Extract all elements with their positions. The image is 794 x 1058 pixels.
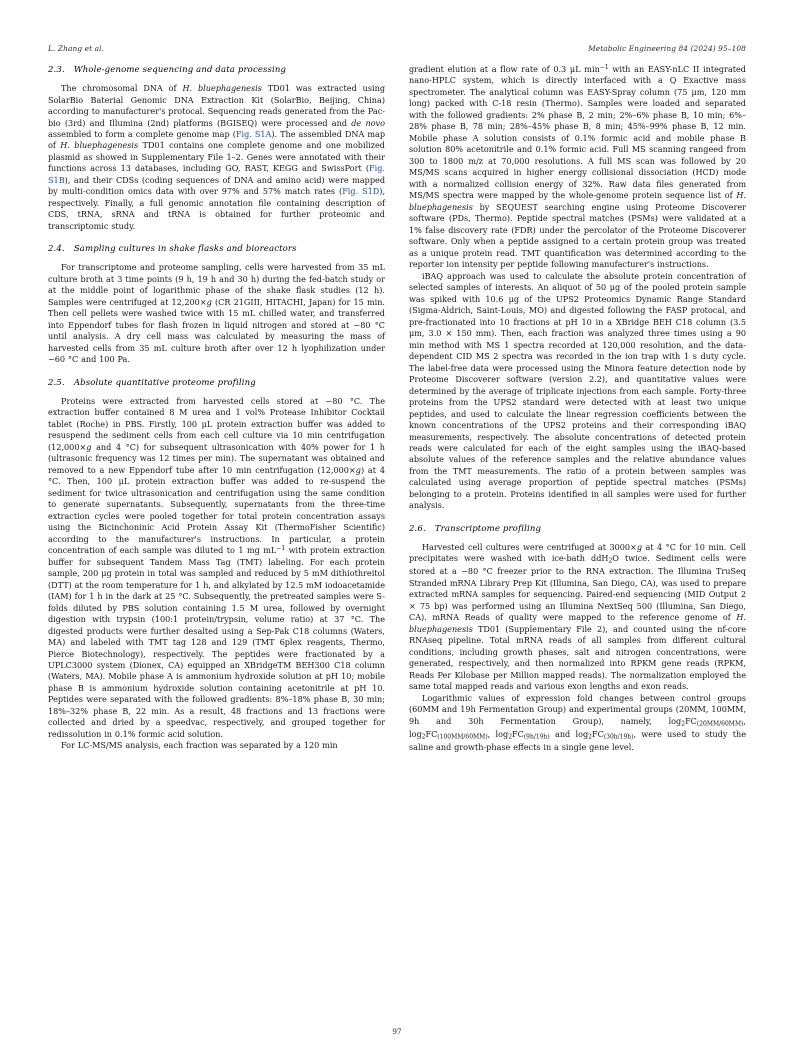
header-authors: L. Zhang et al. xyxy=(48,44,105,53)
paragraph-continued-2: iBAQ approach was used to calculate the absolute protein concentration of selected samples of interests. An aliquot of 50 μg of the pooled protein sample was spiked with 10.6 μg of the UPS2 Proteomics Dynamic Range Standard (Sigma-Aldrich, Saint-Louis, MO) and digested following the FASP protocal, and pre-fractionated into 10 fractions at pH 10 in a XBridge BEH C18 column (3.5 μm, 3.0 × 150 mm). Then, each fraction was analyzed three times using a 90 min method with MS 1 spectra recorded at 120,000 resolution, and the data-dependent CID MS 2 spectra was recorded in the ion trap with 1 s duty cycle. The label-free data were processed using the Minora feature detection node by Proteome Discoverer software (version 2.2), and quantitative values were determined by the average of triplicate injections from each sample. Forty-three proteins from the UPS2 standard were detected with at least two unique peptides, and used to calculate the linear regression coefficients between the known concentrations of the UPS2 proteins and their corresponding iBAQ measurements, respectively. The absolute concentrations of detected protein reads were calculated for each of the eight samples using the iBAQ-based absolute values of the reference samples and the relative abundance values from the TMT measurements. The ratio of a protein between samples was calculated using average proportion of peptide spectral matches (PSMs) belonging to a protein. Proteins identified in all samples were used for further analysis. xyxy=(409,270,746,511)
paragraph-2-4-1: For transcriptome and proteome sampling, cells were harvested from 35 mL culture broth at 3 time points (9 h, 19 h and 30 h) during the fed-batch study or at the middle point of logarithmic phase of the shake flask studies (12 h). Samples were centrifuged at 12,200×g (CR 21GIII, HITACHI, Japan) for 15 min. Then cell pellets were washed twice with 15 mL chilled water, and transferred into Eppendorf tubes for flash frozen in liquid nitrogen and stored at −80 °C until analysis. A dry cell mass was calculated by measuring the mass of harvested cells from 35 mL culture broth after over 12 h lyophilization under −60 °C and 100 Pa. xyxy=(48,262,386,365)
section-title-2-4: Sampling cultures in shake flasks and bioreactors xyxy=(73,244,297,255)
header-journal-ref: Metabolic Engineering 84 (2024) 95–108 xyxy=(588,44,746,53)
section-heading-2-4 xyxy=(48,243,385,255)
paragraph-continued-1: gradient elution at a flow rate of 0.3 μL $\min^{-1}$ with an EASY-nLC II integrated nano-HPLC system, which is directly interfaced with a Q Exactive mass spectrometer. The analytical column was EASY-Spray column (75 μm, 120 mm long) packed with C-18 resin (Thermo). Samples were loaded and separated with the followed gradients: 2% phase B, 2 min; 2%–6% phase B, 10 min; 6%–28% phase B, 78 min; 28%–45% phase B, 8 min; 45%–99% phase B, 12 min. Mobile phase A solution consists of 0.1% formic acid and mobile phase B solution 80% acetonitrile and 0.1% formic acid. Full MS scanning rangeed from 300 to 1800 m/z at 70,000 resolutions. A full MS scan was followed by 20 MS/MS scans acquired in higher energy collisional dissociation (HCD) mode with a normalized collision energy of 32%. Raw data files generated from MS/MS spectra were mapped by the whole-genome protein sequence list of H. bluephagenesis by SEQUEST searching engine using Proteome Discoverer software (PDs, Thermo). Peptide spectral matches (PSMs) were validated at a 1% false discovery rate (FDR) under the percolator of the Proteome Discoverer software. Only when a peptide assigned to a certain protein group was treated as a unique protein read. TMT quantification was determined according to the reporter ion intensity per peptide following manufacturer's instructions. xyxy=(409,64,746,270)
running-header xyxy=(48,44,746,53)
section-title-2-6: Transcriptome profiling xyxy=(434,523,542,534)
section-heading-2-5 xyxy=(48,377,385,389)
section-number-2-4: 2.4. xyxy=(48,244,65,255)
section-title-2-5: Absolute quantitative proteome profiling xyxy=(73,377,256,388)
right-column xyxy=(409,64,746,1014)
paragraph-2-5-1: Proteins were extracted from harvested cells stored at −80 °C. The extraction buffer contained 8 M urea and 1 vol% Protease Inhibitor Cocktail tablet (Roche) in PBS. Firstly, 100 μL protein extraction buffer was added to resuspend the sediment cells from each cell culture via 10 min centrifugation (12,000×g and 4 °C) for subsequent ultrasonication with 40% power for 1 h (ultrasonic frequency was 12 times per min). The supernatant was obtained and removed to a new Eppendorf tube after 10 min centrifugation (12,000×g) at 4 °C. Then, 100 μL protein extraction buffer was added to re-suspend the sediment for twice ultrasonication and centrifugation using the same condition to generate supernatants. Subsequently, supernatants from the three-time extraction cycles were pooled together for total protein concentration assays using the Bicinchoninic Acid Protein Assay Kit (ThermoFisher Scientific) according to the manufacturer's instructions. In particular, a protein concentration of each sample was diluted to 1 mg $mL^{-1}$ with protein extraction buffer for subsequent Tandem Mass Tag (TMT) labeling. For each protein sample, 200 μg protein in total was sampled and reduced by 5 mM dithiothreitol (DTT) at the room temperature for 1 h, and alkylated by 12.5 mM iodoacetamide (IAM) for 1 h in the dark at 25 °C. Subsequently, the pretreated samples were S-folds diluted by PBS solution containing 1.5 M urea, followed by overnight digestion with trypsin (100:1 protein/trypsin, volume ratio) at 37 °C. The digested products were further desalted using a Sep-Pak C18 columns (Waters, MA) and labeled with TMT tag 128 and 129 (TMT 6plex reagents, Thermo, Pierce Biotechnology), respectively. The peptides were fractionated by a UPLC3000 system (Dionex, CA) equipped an XBridgeTM BEH300 C18 column (Waters, MA). Mobile phase A is ammonium hydroxide solution at pH 10; mobile phase B is ammonium hydroxide solution containing acetonitrile at pH 10. Peptides were separated with the followed gradients: 8%–18% phase B, 30 min; 18%–32% phase B, 22 min. As a result, 48 fractions and 13 fractions were collected and dried by a speedvac, respectively, and grouped together for redissolution in 0.1% formic acid solution. xyxy=(48,395,385,739)
left-column xyxy=(48,64,385,1014)
two-column-body xyxy=(48,64,746,1014)
section-heading-2-6 xyxy=(409,523,746,535)
paragraph-2-3-1: The chromosomal DNA of H. bluephagenesis TD01 was extracted using SolarBio Baterial Genomic DNA Extraction Kit (SolarBio, Beijing, China) according to manufacturer's protocal. Sequencing reads generated from the Pac-bio (3rd) and Illumina (2nd) platforms (BGISEQ) were processed and de novo assembled to form a complete genome map (Fig. S1A). The assembled DNA map of H. bluephagenesis TD01 contains one complete genome and one mobilized plasmid as showed in Supplementary File 1–2. Genes were annotated with their functions across 13 databases, including GO, RAST, KEGG and SwissPort (Fig. S1B), and their CDSs (coding sequences of DNA and amino acid) were mapped by multi-condition omics data with over 97% and 57% match rates (Fig. S1D), respectively. Finally, a full genomic annotation file containing description of CDS, tRNA, sRNA and tRNA is obtained for further proteomic and transcriptomic study. xyxy=(48,83,386,231)
section-number-2-5: 2.5. xyxy=(48,377,65,388)
page-number: 97 xyxy=(392,1027,402,1036)
section-number-2-6: 2.6. xyxy=(409,523,426,534)
paragraph-2-5-2: For LC-MS/MS analysis, each fraction was separated by a 120 min xyxy=(61,740,338,751)
section-heading-2-3 xyxy=(48,64,385,76)
paragraph-2-6-1: Harvested cell cultures were centrifuged at 3000×g at 4 °C for 10 min. Cell precipitates were washed with ice-bath ddH$_2$O twice. Sediment cells were stored at a −80 °C freezer prior to the RNA extraction. The Illumina TruSeq Stranded mRNA Library Prep Kit (Illumina, San Diego, CA), was used to prepare extracted mRNA samples for sequencing. Paired-end sequencing (MID Output 2 × 75 bp) was performed using an Illumina NextSeq 500 (Illumina, San Diego, CA). mRNA Reads of quality were mapped to the reference genome of H. bluephagenesis TD01 (Supplementary File 2), and counted using the nf-core RNAseq pipeline. Total mRNA reads of all samples from different cultural conditions, including growth phases, salt and nitrogen concentrations, were generated, respectively, and then normalized into RPKM gene reads (RPKM, Reads Per Kilobase per Million mapped reads). The normalization employed the same total mapped reads and various exon lengths and exon reads. xyxy=(409,541,747,692)
section-title-2-3: Whole-genome sequencing and data processing xyxy=(73,65,287,75)
paragraph-2-6-2: Logarithmic values of expression fold changes between control groups (60MM and 19h Fermentation Group) and experimental groups (20MM, 100MM, 9h and 30h Fermentation Group), namely, $\log_2FC_{(20MM/60MM)}$, $\log_2FC_{(100MM/60MM)}$, $\log_2FC_{(9h/19h)}$ and $\log_2FC_{(30h/19h)}$, were used to study the saline and growth-phase effects in a single gene level. xyxy=(409,692,747,752)
section-number-2-3: 2.3. xyxy=(48,65,65,75)
